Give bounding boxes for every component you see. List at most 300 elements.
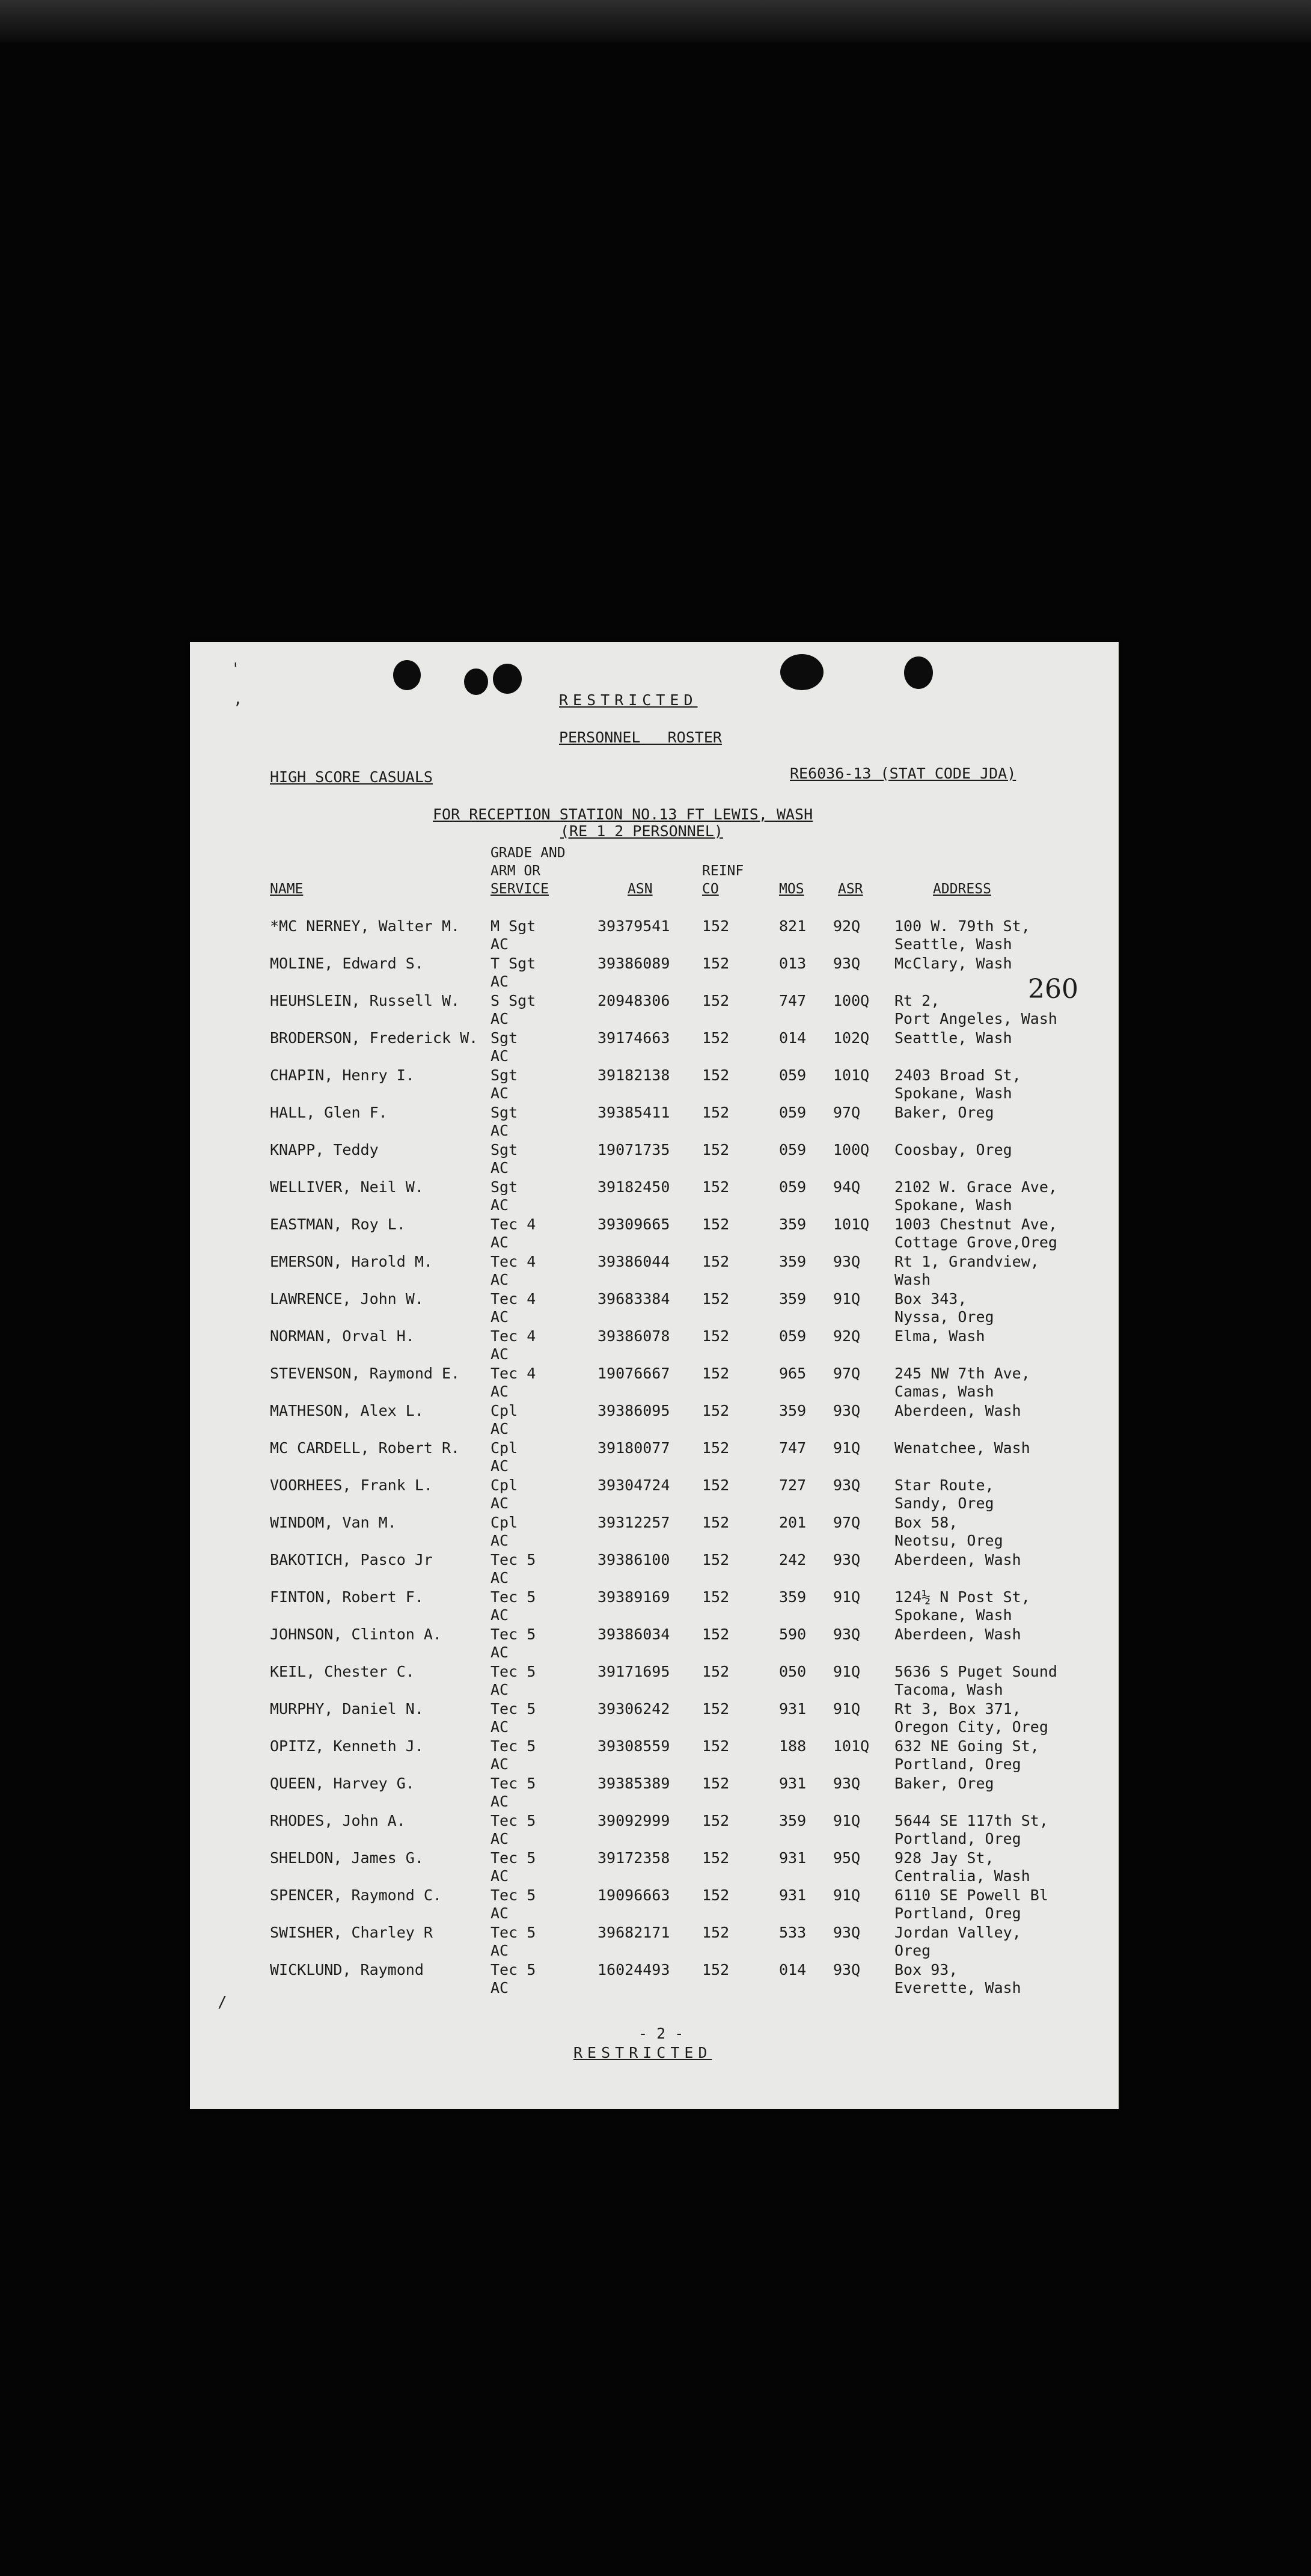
roster-arm: AC [490, 1495, 509, 1512]
roster-asr: 93Q [833, 1626, 861, 1643]
roster-asr: 101Q [833, 1216, 870, 1233]
roster-address-line2: Neotsu, Oreg [894, 1532, 1003, 1549]
roster-mos: 014 [779, 1961, 807, 1978]
roster-address-line2: Portland, Oreg [894, 1755, 1021, 1773]
punch-hole [464, 668, 488, 695]
roster-reinf-co: 152 [702, 1066, 730, 1084]
roster-grade: Tec 5 [490, 1886, 536, 1904]
col-header-co: CO [702, 881, 719, 897]
roster-reinf-co: 152 [702, 1886, 730, 1904]
roster-grade: Tec 5 [490, 1551, 536, 1568]
roster-grade: Tec 5 [490, 1626, 536, 1643]
roster-asr: 93Q [833, 1924, 861, 1941]
roster-mos: 013 [779, 955, 807, 972]
roster-asr: 93Q [833, 1253, 861, 1270]
roster-arm: AC [490, 973, 509, 990]
roster-asr: 92Q [833, 1327, 861, 1345]
roster-grade: Sgt [490, 1178, 518, 1196]
roster-grade: Sgt [490, 1066, 518, 1084]
roster-mos: 188 [779, 1737, 807, 1755]
roster-address-line2: Sandy, Oreg [894, 1495, 994, 1512]
roster-name: HEUHSLEIN, Russell W. [270, 992, 460, 1009]
roster-grade: Tec 4 [490, 1290, 536, 1308]
roster-name: RHODES, John A. [270, 1812, 406, 1829]
table-row [190, 1402, 1119, 1439]
roster-name: HALL, Glen F. [270, 1104, 388, 1121]
roster-address-line2: Nyssa, Oreg [894, 1308, 994, 1326]
roster-asn: 39385411 [597, 1104, 670, 1121]
roster-mos: 359 [779, 1216, 807, 1233]
table-row [190, 1812, 1119, 1849]
roster-mos: 533 [779, 1924, 807, 1941]
roster-grade: Sgt [490, 1141, 518, 1158]
roster-grade: Tec 5 [490, 1961, 536, 1978]
table-row [190, 1588, 1119, 1626]
roster-address-line1: Wenatchee, Wash [894, 1439, 1030, 1457]
roster-address-line2: Camas, Wash [894, 1383, 994, 1400]
roster-asr: 92Q [833, 917, 861, 935]
roster-asn: 39386100 [597, 1551, 670, 1568]
roster-asr: 91Q [833, 1290, 861, 1308]
roster-arm: AC [490, 1122, 509, 1139]
roster-arm: AC [490, 1942, 509, 1959]
roster-mos: 747 [779, 1439, 807, 1457]
col-header-reinf: REINF [702, 863, 744, 879]
roster-asn: 19096663 [597, 1886, 670, 1904]
table-row [190, 955, 1119, 992]
roster-name: *MC NERNEY, Walter M. [270, 917, 460, 935]
roster-asn: 39683384 [597, 1290, 670, 1308]
roster-name: LAWRENCE, John W. [270, 1290, 424, 1308]
table-row [190, 1961, 1119, 1998]
col-header-grade-2: ARM OR [490, 863, 541, 879]
roster-address-line1: Star Route, [894, 1476, 994, 1494]
roster-grade: Tec 5 [490, 1737, 536, 1755]
roster-arm: AC [490, 1457, 509, 1475]
col-header-grade-1: GRADE AND [490, 845, 566, 861]
roster-grade: Cpl [490, 1514, 518, 1531]
roster-asn: 39172358 [597, 1849, 670, 1867]
roster-arm: AC [490, 1644, 509, 1661]
roster-address-line1: 5644 SE 117th St, [894, 1812, 1048, 1829]
roster-asn: 39171695 [597, 1663, 670, 1680]
roster-address-line2: Spokane, Wash [894, 1196, 1012, 1214]
roster-address-line1: 5636 S Puget Sound [894, 1663, 1057, 1680]
scan-top-band [0, 0, 1311, 42]
roster-arm: AC [490, 1718, 509, 1736]
roster-asr: 91Q [833, 1439, 861, 1457]
roster-arm: AC [490, 1196, 509, 1214]
roster-mos: 059 [779, 1178, 807, 1196]
roster-address-line1: Box 343, [894, 1290, 967, 1308]
roster-reinf-co: 152 [702, 1439, 730, 1457]
roster-address-line2: Cottage Grove,Oreg [894, 1234, 1057, 1251]
roster-name: SWISHER, Charley R [270, 1924, 433, 1941]
roster-asr: 93Q [833, 1402, 861, 1419]
roster-asr: 93Q [833, 955, 861, 972]
roster-reinf-co: 152 [702, 1178, 730, 1196]
table-row [190, 1886, 1119, 1924]
roster-asr: 91Q [833, 1663, 861, 1680]
roster-name: KNAPP, Teddy [270, 1141, 379, 1158]
roster-name: MATHESON, Alex L. [270, 1402, 424, 1419]
roster-mos: 359 [779, 1588, 807, 1606]
roster-arm: AC [490, 1010, 509, 1027]
punch-hole [904, 656, 933, 689]
punch-hole [493, 664, 522, 694]
roster-mos: 059 [779, 1141, 807, 1158]
roster-name: EASTMAN, Roy L. [270, 1216, 406, 1233]
roster-arm: AC [490, 935, 509, 953]
roster-address-line1: 2102 W. Grace Ave, [894, 1178, 1057, 1196]
roster-address-line1: Aberdeen, Wash [894, 1626, 1021, 1643]
roster-arm: AC [490, 1830, 509, 1847]
roster-name: KEIL, Chester C. [270, 1663, 415, 1680]
roster-asn: 16024493 [597, 1961, 670, 1978]
restricted-bottom-label: RESTRICTED [573, 2044, 712, 2061]
roster-mos: 059 [779, 1327, 807, 1345]
roster-address-line2: Centralia, Wash [894, 1867, 1030, 1885]
roster-arm: AC [490, 1159, 509, 1176]
roster-address-line1: Seattle, Wash [894, 1029, 1012, 1047]
roster-grade: Tec 5 [490, 1924, 536, 1941]
roster-grade: Tec 5 [490, 1700, 536, 1718]
roster-table [190, 917, 1119, 2012]
roster-address-line2: Oregon City, Oreg [894, 1718, 1048, 1736]
roster-reinf-co: 152 [702, 1588, 730, 1606]
table-row [190, 992, 1119, 1029]
roster-asn: 39312257 [597, 1514, 670, 1531]
roster-address-line2: Everette, Wash [894, 1979, 1021, 1996]
roster-mos: 747 [779, 992, 807, 1009]
punch-hole [780, 654, 824, 690]
roster-address-line1: Coosbay, Oreg [894, 1141, 1012, 1158]
roster-asn: 39386078 [597, 1327, 670, 1345]
roster-asn: 39180077 [597, 1439, 670, 1457]
roster-arm: AC [490, 1383, 509, 1400]
roster-arm: AC [490, 1047, 509, 1065]
roster-page [190, 642, 1119, 2109]
roster-address-line1: 100 W. 79th St, [894, 917, 1030, 935]
table-row [190, 1626, 1119, 1663]
roster-asn: 39386034 [597, 1626, 670, 1643]
roster-asn: 39182138 [597, 1066, 670, 1084]
table-row [190, 1141, 1119, 1178]
restricted-top-label: RESTRICTED [559, 691, 698, 709]
roster-mos: 359 [779, 1812, 807, 1829]
table-row [190, 1290, 1119, 1327]
roster-name: EMERSON, Harold M. [270, 1253, 433, 1270]
roster-grade: Tec 4 [490, 1216, 536, 1233]
roster-grade: Tec 4 [490, 1365, 536, 1382]
roster-name: STEVENSON, Raymond E. [270, 1365, 460, 1382]
roster-asn: 20948306 [597, 992, 670, 1009]
roster-reinf-co: 152 [702, 1141, 730, 1158]
roster-address-line1: Rt 2, [894, 992, 940, 1009]
roster-address-line2: Spokane, Wash [894, 1085, 1012, 1102]
table-row [190, 1849, 1119, 1886]
table-row [190, 1029, 1119, 1066]
roster-asn: 39309665 [597, 1216, 670, 1233]
roster-address-line1: 124½ N Post St, [894, 1588, 1030, 1606]
roster-address-line1: 245 NW 7th Ave, [894, 1365, 1030, 1382]
roster-mos: 059 [779, 1066, 807, 1084]
roster-reinf-co: 152 [702, 1663, 730, 1680]
roster-arm: AC [490, 1085, 509, 1102]
roster-address-line1: 1003 Chestnut Ave, [894, 1216, 1057, 1233]
roster-arm: AC [490, 1234, 509, 1251]
roster-mos: 359 [779, 1290, 807, 1308]
roster-address-line1: Baker, Oreg [894, 1104, 994, 1121]
roster-reinf-co: 152 [702, 1327, 730, 1345]
roster-grade: Tec 5 [490, 1812, 536, 1829]
roster-address-line1: Jordan Valley, [894, 1924, 1021, 1941]
roster-address-line1: 632 NE Going St, [894, 1737, 1039, 1755]
table-row [190, 1737, 1119, 1775]
roster-name: WELLIVER, Neil W. [270, 1178, 424, 1196]
roster-mos: 931 [779, 1849, 807, 1867]
roster-reinf-co: 152 [702, 1253, 730, 1270]
roster-arm: AC [490, 1904, 509, 1922]
roster-reinf-co: 152 [702, 1104, 730, 1121]
roster-name: WICKLUND, Raymond [270, 1961, 424, 1978]
roster-asr: 100Q [833, 992, 870, 1009]
col-header-mos: MOS [779, 881, 804, 897]
roster-arm: AC [490, 1979, 509, 1996]
roster-asn: 39386089 [597, 955, 670, 972]
roster-name: BAKOTICH, Pasco Jr [270, 1551, 433, 1568]
roster-grade: Tec 5 [490, 1849, 536, 1867]
roster-address-line1: Box 93, [894, 1961, 958, 1978]
page-number: - 2 - [638, 2025, 684, 2042]
table-row [190, 1775, 1119, 1812]
roster-asn: 39389169 [597, 1588, 670, 1606]
roster-asn: 39092999 [597, 1812, 670, 1829]
roster-reinf-co: 152 [702, 1290, 730, 1308]
punch-hole [393, 660, 421, 690]
roster-asr: 94Q [833, 1178, 861, 1196]
roster-mos: 821 [779, 917, 807, 935]
roster-address-line1: McClary, Wash [894, 955, 1012, 972]
roster-address-line2: Tacoma, Wash [894, 1681, 1003, 1698]
roster-asr: 100Q [833, 1141, 870, 1158]
table-row [190, 1439, 1119, 1476]
roster-arm: AC [490, 1308, 509, 1326]
roster-arm: AC [490, 1569, 509, 1586]
roster-reinf-co: 152 [702, 1551, 730, 1568]
roster-mos: 931 [779, 1886, 807, 1904]
roster-reinf-co: 152 [702, 917, 730, 935]
roster-mos: 359 [779, 1253, 807, 1270]
roster-grade: Tec 5 [490, 1663, 536, 1680]
roster-asn: 19071735 [597, 1141, 670, 1158]
stray-mark: / [218, 1993, 227, 2012]
roster-asr: 101Q [833, 1737, 870, 1755]
roster-address-line1: 2403 Broad St, [894, 1066, 1021, 1084]
roster-name: MC CARDELL, Robert R. [270, 1439, 460, 1457]
roster-asn: 39306242 [597, 1700, 670, 1718]
roster-address-line1: Aberdeen, Wash [894, 1402, 1021, 1419]
roster-grade: M Sgt [490, 917, 536, 935]
roster-asr: 93Q [833, 1961, 861, 1978]
roster-asn: 39304724 [597, 1476, 670, 1494]
roster-asr: 97Q [833, 1365, 861, 1382]
roster-asn: 39308559 [597, 1737, 670, 1755]
roster-address-line1: Rt 3, Box 371, [894, 1700, 1021, 1718]
roster-reinf-co: 152 [702, 1626, 730, 1643]
personnel-subheading: (RE 1 2 PERSONNEL) [560, 822, 723, 840]
table-row [190, 1216, 1119, 1253]
roster-mos: 727 [779, 1476, 807, 1494]
roster-mos: 931 [779, 1700, 807, 1718]
roster-asr: 95Q [833, 1849, 861, 1867]
table-row [190, 1514, 1119, 1551]
roster-mos: 931 [779, 1775, 807, 1792]
handwritten-page-annotation: 260 [1028, 974, 1078, 1005]
roster-asr: 91Q [833, 1886, 861, 1904]
roster-address-line1: Elma, Wash [894, 1327, 985, 1345]
roster-arm: AC [490, 1606, 509, 1624]
roster-mos: 059 [779, 1104, 807, 1121]
roster-arm: AC [490, 1681, 509, 1698]
col-header-grade-3: SERVICE [490, 881, 549, 897]
table-row [190, 1327, 1119, 1365]
roster-title: PERSONNEL ROSTER [559, 729, 722, 746]
roster-name: VOORHEES, Frank L. [270, 1476, 433, 1494]
roster-arm: AC [490, 1755, 509, 1773]
roster-address-line2: Seattle, Wash [894, 935, 1012, 953]
roster-asr: 93Q [833, 1551, 861, 1568]
table-row [190, 1365, 1119, 1402]
roster-reinf-co: 152 [702, 1775, 730, 1792]
table-row [190, 1066, 1119, 1104]
roster-asr: 91Q [833, 1700, 861, 1718]
col-header-name: NAME [270, 881, 304, 897]
table-row [190, 1700, 1119, 1737]
roster-mos: 359 [779, 1402, 807, 1419]
roster-asn: 39182450 [597, 1178, 670, 1196]
col-header-address: ADDRESS [933, 881, 991, 897]
roster-mos: 965 [779, 1365, 807, 1382]
roster-reinf-co: 152 [702, 1924, 730, 1941]
roster-reinf-co: 152 [702, 1849, 730, 1867]
roster-name: OPITZ, Kenneth J. [270, 1737, 424, 1755]
roster-grade: Cpl [490, 1476, 518, 1494]
roster-grade: Cpl [490, 1402, 518, 1419]
roster-name: QUEEN, Harvey G. [270, 1775, 415, 1792]
roster-grade: Tec 5 [490, 1775, 536, 1792]
roster-reinf-co: 152 [702, 1029, 730, 1047]
roster-name: NORMAN, Orval H. [270, 1327, 415, 1345]
table-row [190, 1253, 1119, 1290]
roster-reinf-co: 152 [702, 1700, 730, 1718]
roster-address-line2: Portland, Oreg [894, 1830, 1021, 1847]
roster-grade: Tec 5 [490, 1588, 536, 1606]
roster-grade: S Sgt [490, 992, 536, 1009]
roster-mos: 201 [779, 1514, 807, 1531]
roster-arm: AC [490, 1793, 509, 1810]
roster-address-line2: Portland, Oreg [894, 1904, 1021, 1922]
roster-grade: Tec 4 [490, 1327, 536, 1345]
roster-asn: 19076667 [597, 1365, 670, 1382]
roster-name: SPENCER, Raymond C. [270, 1886, 442, 1904]
roster-mos: 590 [779, 1626, 807, 1643]
roster-reinf-co: 152 [702, 1365, 730, 1382]
col-header-asn: ASN [628, 881, 653, 897]
roster-name: JOHNSON, Clinton A. [270, 1626, 442, 1643]
roster-address-line1: Rt 1, Grandview, [894, 1253, 1039, 1270]
roster-arm: AC [490, 1420, 509, 1437]
roster-name: MOLINE, Edward S. [270, 955, 424, 972]
roster-grade: Sgt [490, 1029, 518, 1047]
stray-mark: , [233, 690, 243, 708]
document-code: RE6036-13 (STAT CODE JDA) [790, 765, 1016, 782]
roster-asr: 91Q [833, 1588, 861, 1606]
table-row [190, 1924, 1119, 1961]
roster-reinf-co: 152 [702, 1737, 730, 1755]
reception-station-heading: FOR RECEPTION STATION NO.13 FT LEWIS, WASH [433, 806, 813, 823]
high-score-casuals-title: HIGH SCORE CASUALS [270, 768, 433, 786]
roster-arm: AC [490, 1532, 509, 1549]
roster-arm: AC [490, 1867, 509, 1885]
roster-reinf-co: 152 [702, 992, 730, 1009]
roster-asn: 39682171 [597, 1924, 670, 1941]
table-row [190, 1178, 1119, 1216]
roster-address-line2: Wash [894, 1271, 931, 1288]
roster-asr: 93Q [833, 1476, 861, 1494]
roster-reinf-co: 152 [702, 955, 730, 972]
roster-asr: 102Q [833, 1029, 870, 1047]
table-row [190, 1551, 1119, 1588]
table-row [190, 917, 1119, 955]
roster-address-line1: Baker, Oreg [894, 1775, 994, 1792]
roster-asn: 39386095 [597, 1402, 670, 1419]
roster-reinf-co: 152 [702, 1476, 730, 1494]
roster-address-line2: Spokane, Wash [894, 1606, 1012, 1624]
roster-asr: 91Q [833, 1812, 861, 1829]
roster-name: BRODERSON, Frederick W. [270, 1029, 478, 1047]
roster-address-line1: Box 58, [894, 1514, 958, 1531]
roster-address-line1: 928 Jay St, [894, 1849, 994, 1867]
roster-asn: 39174663 [597, 1029, 670, 1047]
roster-mos: 242 [779, 1551, 807, 1568]
roster-address-line1: Aberdeen, Wash [894, 1551, 1021, 1568]
stray-mark: ' [231, 660, 240, 678]
roster-grade: Sgt [490, 1104, 518, 1121]
roster-reinf-co: 152 [702, 1514, 730, 1531]
roster-grade: T Sgt [490, 955, 536, 972]
roster-arm: AC [490, 1271, 509, 1288]
roster-name: SHELDON, James G. [270, 1849, 424, 1867]
roster-address-line1: 6110 SE Powell Bl [894, 1886, 1048, 1904]
roster-asn: 39379541 [597, 917, 670, 935]
table-row [190, 1476, 1119, 1514]
roster-mos: 014 [779, 1029, 807, 1047]
col-header-asr: ASR [838, 881, 863, 897]
roster-asr: 97Q [833, 1514, 861, 1531]
roster-name: MURPHY, Daniel N. [270, 1700, 424, 1718]
roster-address-line2: Port Angeles, Wash [894, 1010, 1057, 1027]
roster-address-line2: Oreg [894, 1942, 931, 1959]
roster-reinf-co: 152 [702, 1812, 730, 1829]
roster-reinf-co: 152 [702, 1216, 730, 1233]
table-row [190, 1104, 1119, 1141]
roster-asn: 39385389 [597, 1775, 670, 1792]
roster-asr: 93Q [833, 1775, 861, 1792]
roster-name: WINDOM, Van M. [270, 1514, 397, 1531]
roster-asr: 97Q [833, 1104, 861, 1121]
table-row [190, 1663, 1119, 1700]
